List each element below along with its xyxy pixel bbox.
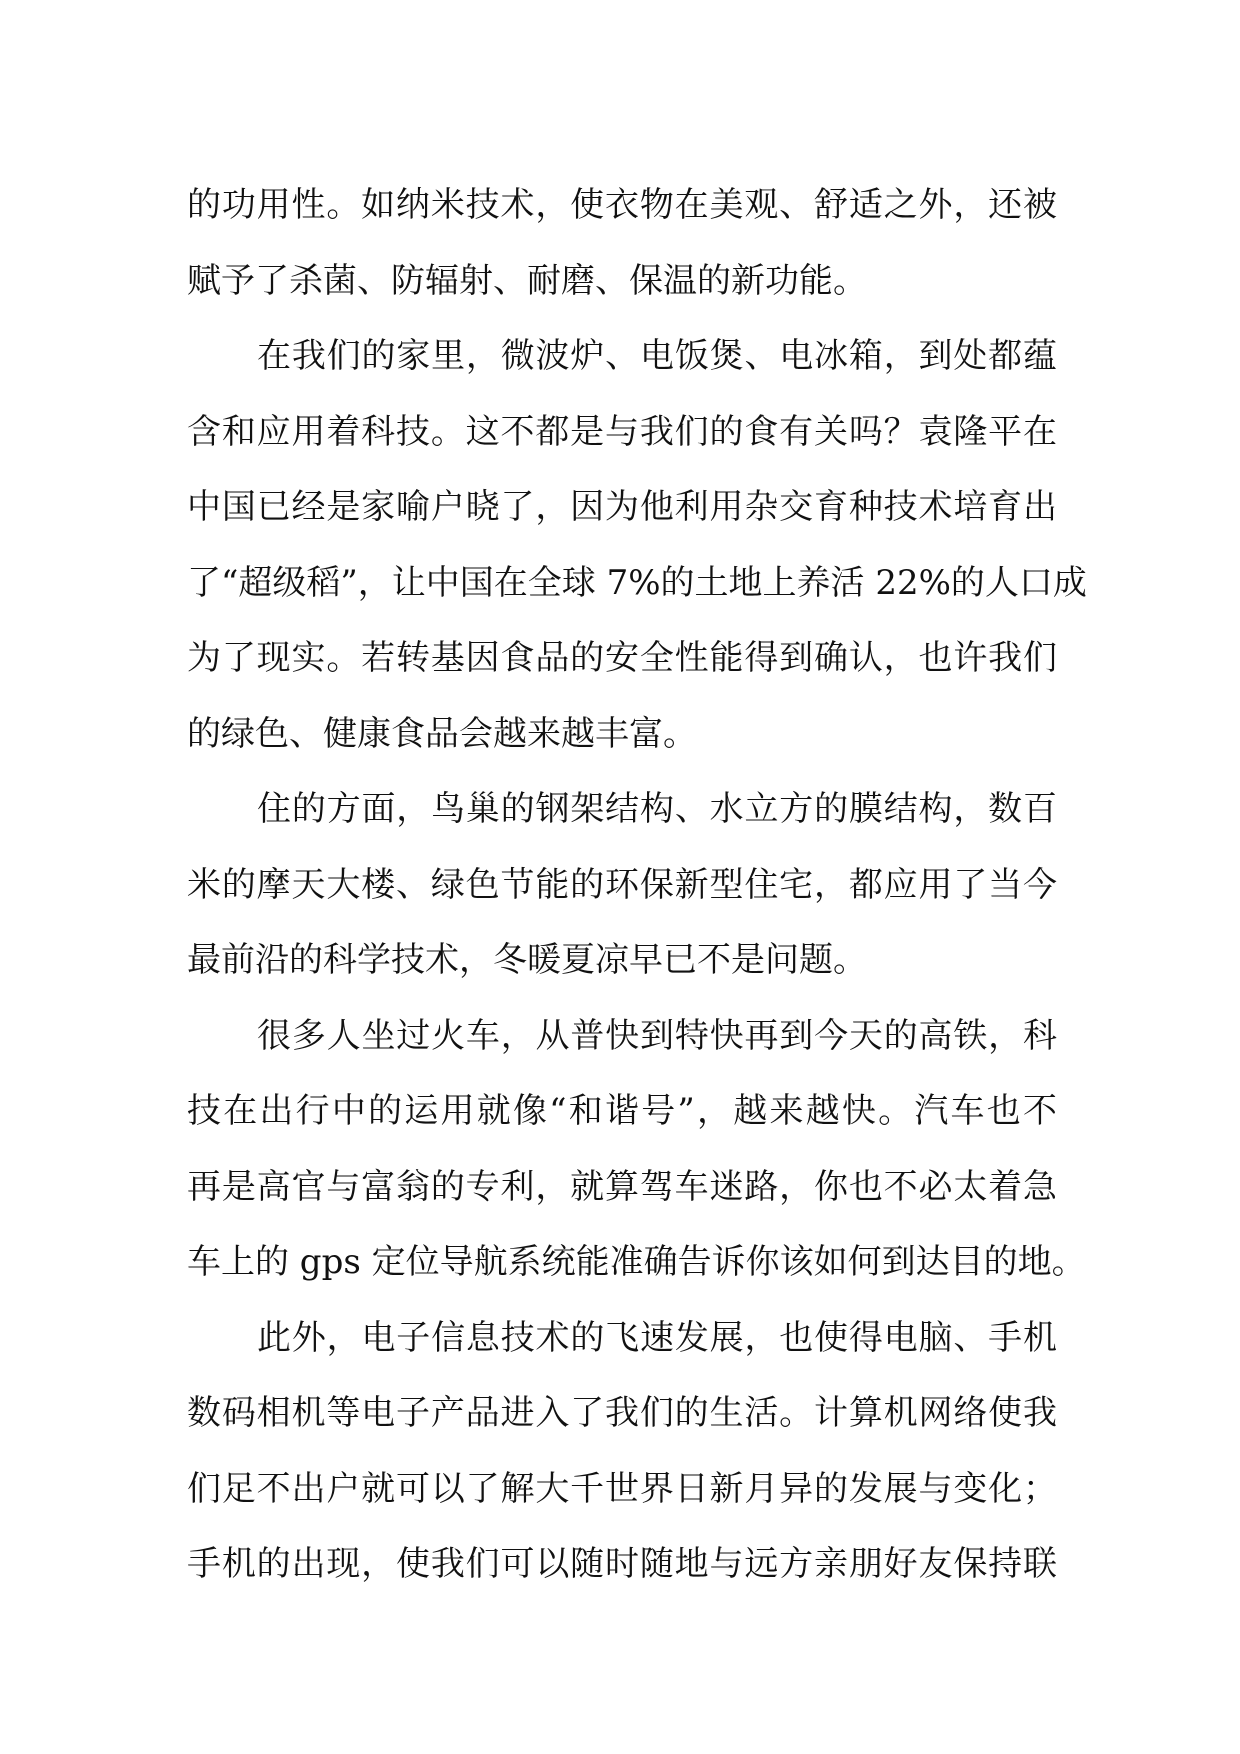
text-line: 含和应用着科技。这不都是与我们的食有关吗？袁隆平在 (187, 411, 1057, 452)
paragraph-start-line: 在我们的家里，微波炉、电饭煲、电冰箱，到处都蕴 (257, 336, 1057, 376)
text-line: 手机的出现，使我们可以随时随地与远方亲朋好友保持联 (187, 1544, 1057, 1584)
body-text (187, 168, 1087, 1603)
text-line: 了“超级稻”，让中国在全球 7%的土地上养活 22%的人口成 (187, 562, 1087, 603)
text-line: 中国已经是家喻户晓了，因为他利用杂交育种技术培育出 (187, 487, 1057, 527)
text-line: 们足不出户就可以了解大千世界日新月异的发展与变化； (187, 1468, 1057, 1509)
text-line: 再是高官与富翁的专利，就算驾车迷路，你也不必太着急 (187, 1166, 1057, 1207)
text-line: 为了现实。若转基因食品的安全性能得到确认，也许我们 (187, 638, 1057, 678)
text-line: 米的摩天大楼、绿色节能的环保新型住宅，都应用了当今 (187, 864, 1057, 905)
text-line: 的功用性。如纳米技术，使衣物在美观、舒适之外，还被 (187, 185, 1057, 225)
paragraph-start-line: 此外，电子信息技术的飞速发展，也使得电脑、手机 (257, 1317, 1057, 1358)
text-line: 数码相机等电子产品进入了我们的生活。计算机网络使我 (187, 1393, 1057, 1433)
text-line: 车上的 gps 定位导航系统能准确告诉你该如何到达目的地。 (187, 1242, 1086, 1282)
text-line: 最前沿的科学技术，冬暖夏凉早已不是问题。 (187, 940, 867, 980)
text-line: 技在出行中的运用就像“和谐号”，越来越快。汽车也不 (187, 1091, 1057, 1131)
text-line: 的绿色、健康食品会越来越丰富。 (187, 713, 697, 754)
paragraph-start-line: 很多人坐过火车，从普快到特快再到今天的高铁，科 (257, 1015, 1057, 1056)
text-line: 赋予了杀菌、防辐射、耐磨、保温的新功能。 (187, 260, 867, 301)
paragraph-start-line: 住的方面，鸟巢的钢架结构、水立方的膜结构，数百 (257, 789, 1057, 829)
